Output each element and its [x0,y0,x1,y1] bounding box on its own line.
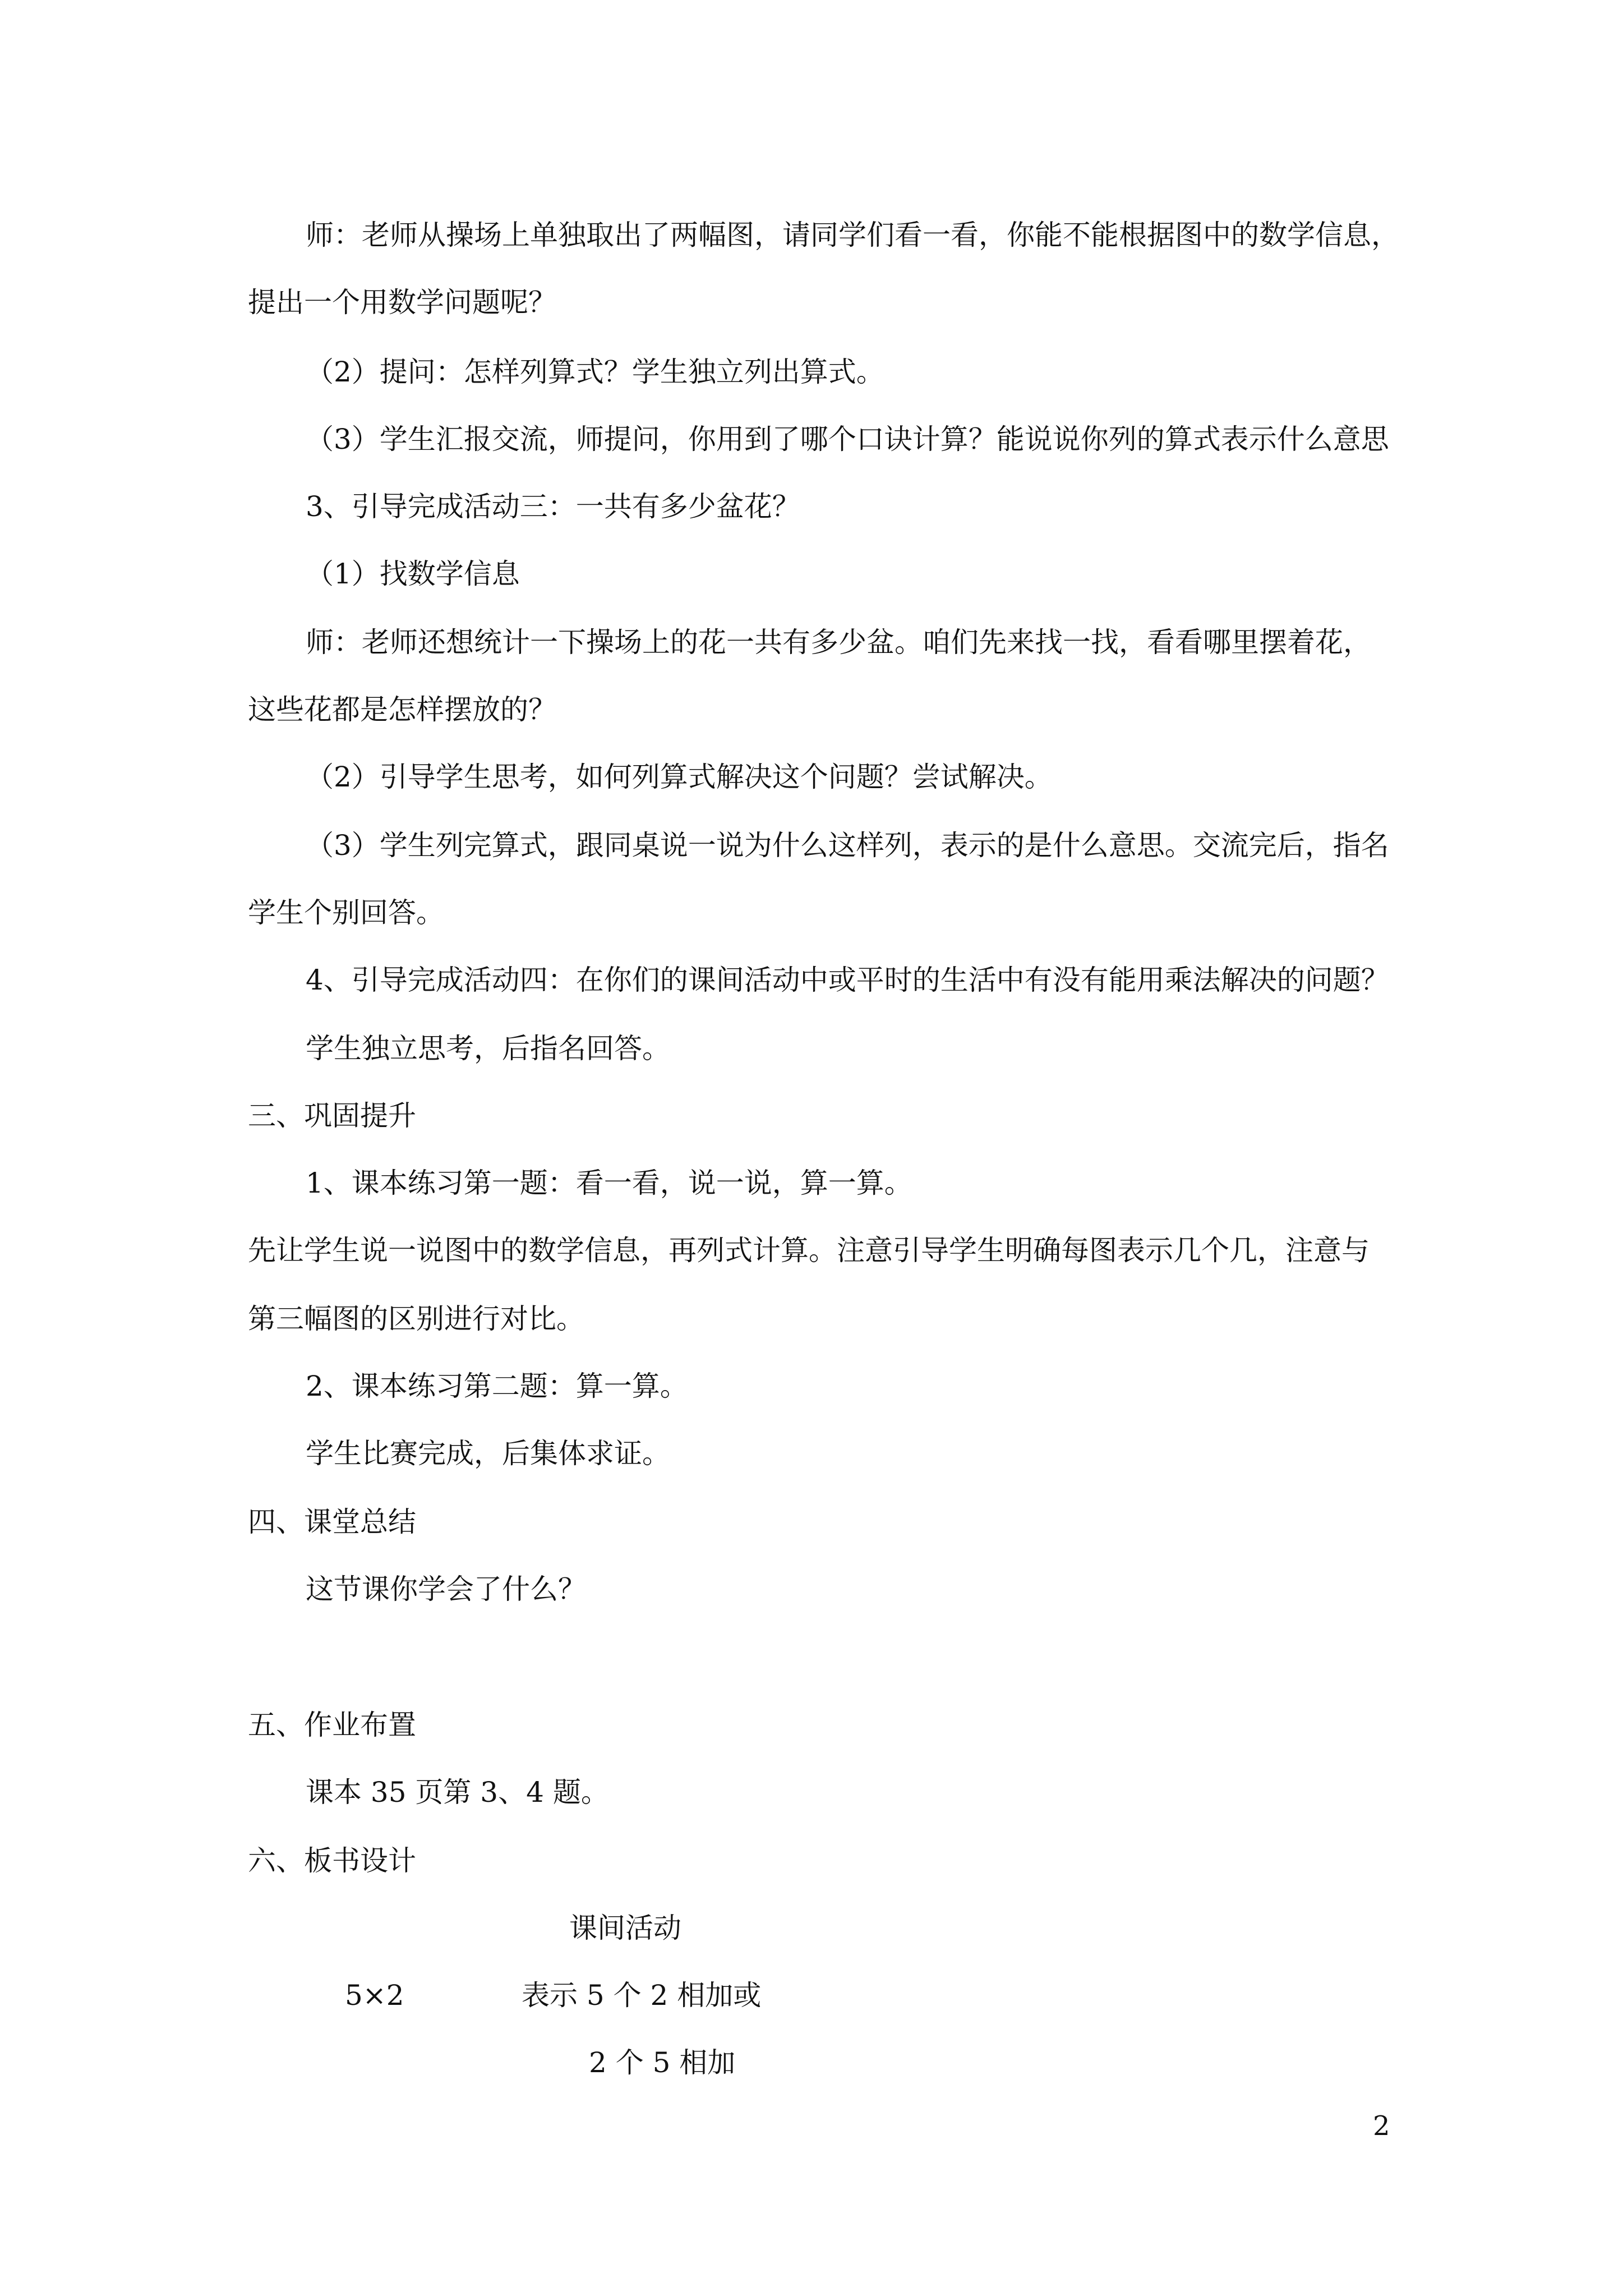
page-number: 2 [1373,2110,1390,2142]
paragraph-line: （3）学生列完算式，跟同桌说一说为什么这样列，表示的是什么意思。交流完后，指名 [306,829,1389,862]
paragraph-line: （2）引导学生思考，如何列算式解决这个问题？尝试解决。 [306,761,1053,793]
paragraph-line: 第三幅图的区别进行对比。 [248,1303,584,1335]
paragraph-line: 学生个别回答。 [248,896,444,929]
paragraph-line: 学生比赛完成，后集体求证。 [306,1437,670,1470]
paragraph-line: 这些花都是怎样摆放的？ [248,693,556,726]
paragraph-line: 师：老师从操场上单独取出了两幅图，请同学们看一看，你能不能根据图中的数学信息， [306,219,1399,251]
section-subheading: 3、引导完成活动三：一共有多少盆花？ [306,490,800,523]
paragraph-line: 1、课本练习第一题：看一看，说一说，算一算。 [306,1167,912,1199]
paragraph-line: 学生独立思考，后指名回答。 [306,1032,670,1065]
board-meaning-line-1: 表示 5 个 2 相加或 [522,1979,762,2012]
paragraph-line: （3）学生汇报交流，师提问，你用到了哪个口诀计算？能说说你列的算式表示什么意思 [306,423,1389,455]
section-heading: 五、作业布置 [248,1709,416,1741]
paragraph-line: 这节课你学会了什么？ [306,1573,586,1605]
paragraph-line: 2、课本练习第二题：算一算。 [306,1370,688,1402]
paragraph-line: 课本 35 页第 3、4 题。 [306,1776,609,1809]
board-title: 课间活动 [569,1912,681,1944]
paragraph-line: 提出一个用数学问题呢？ [248,286,556,319]
section-heading: 六、板书设计 [248,1844,416,1877]
board-expression: 5×2 [345,1979,404,2012]
board-meaning-line-2: 2 个 5 相加 [589,2046,736,2079]
paragraph-line: （1）找数学信息 [306,558,520,590]
section-subheading: 4、引导完成活动四：在你们的课间活动中或平时的生活中有没有能用乘法解决的问题？ [306,964,1389,996]
section-heading: 三、巩固提升 [248,1099,416,1132]
paragraph-line: 先让学生说一说图中的数学信息，再列式计算。注意引导学生明确每图表示几个几，注意与 [248,1234,1370,1267]
section-heading: 四、课堂总结 [248,1506,416,1538]
paragraph-line: 师：老师还想统计一下操场上的花一共有多少盆。咱们先来找一找，看看哪里摆着花， [306,626,1371,659]
paragraph-line: （2）提问：怎样列算式？学生独立列出算式。 [306,356,884,388]
